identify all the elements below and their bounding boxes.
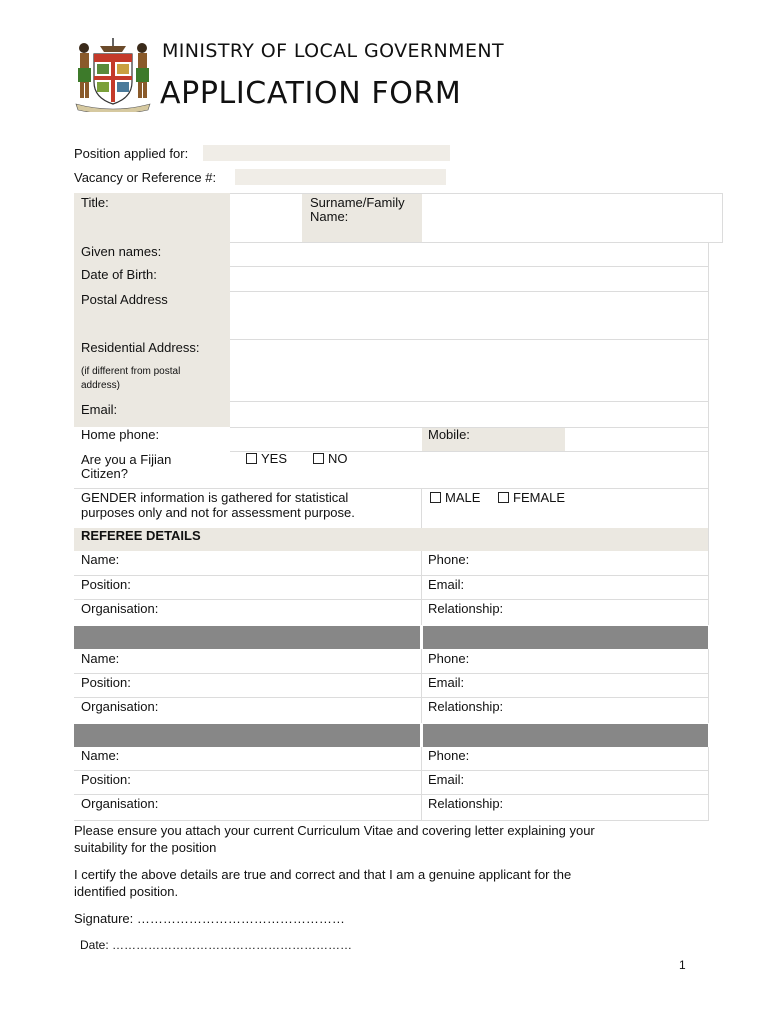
referee1-organisation-label: Organisation: xyxy=(81,601,159,616)
referee2-relationship-label: Relationship: xyxy=(428,699,504,714)
yes-label: YES xyxy=(261,451,288,466)
surname-label-line1: Surname/Family xyxy=(310,195,405,210)
mobile-field[interactable] xyxy=(566,428,707,450)
attach-note-line1: Please ensure you attach your current Curriculum Vitae and covering letter explaining your xyxy=(74,823,595,838)
given-names-field[interactable] xyxy=(231,243,707,265)
referee1-name-label: Name: xyxy=(81,552,120,567)
position-applied-label: Position applied for: xyxy=(74,146,189,161)
yes-checkbox[interactable] xyxy=(246,453,257,464)
postal-address-label: Postal Address xyxy=(81,292,168,307)
gender-info-line2: purposes only and not for assessment purpose. xyxy=(81,505,355,520)
referee-separator-bar xyxy=(423,724,708,747)
referee2-email-label: Email: xyxy=(428,675,465,690)
date-line[interactable]: Date: …………………………………………………… xyxy=(80,938,353,952)
title-field[interactable] xyxy=(231,194,301,241)
referee2-name-label: Name: xyxy=(81,651,120,666)
referee3-position-label: Position: xyxy=(81,772,131,787)
fijian-citizen-label-line1: Are you a Fijian xyxy=(81,452,172,467)
female-label: FEMALE xyxy=(513,490,566,505)
residential-address-field[interactable] xyxy=(231,340,707,400)
vacancy-reference-field[interactable] xyxy=(235,169,446,185)
referee2-organisation-label: Organisation: xyxy=(81,699,159,714)
postal-address-field[interactable] xyxy=(231,292,707,338)
no-checkbox[interactable] xyxy=(313,453,324,464)
dob-label: Date of Birth: xyxy=(81,267,157,282)
email-field[interactable] xyxy=(231,402,707,426)
position-applied-field[interactable] xyxy=(203,145,450,161)
given-names-label: Given names: xyxy=(81,244,162,259)
attach-note-line2: suitability for the position xyxy=(74,840,217,855)
surname-label-line2: Name: xyxy=(310,209,349,224)
surname-field[interactable] xyxy=(423,194,721,241)
female-checkbox[interactable] xyxy=(498,492,509,503)
no-label: NO xyxy=(328,451,348,466)
residential-address-label: Residential Address: xyxy=(81,340,200,355)
coat-of-arms-logo xyxy=(72,38,154,112)
referee3-name-label: Name: xyxy=(81,748,120,763)
page-title: APPLICATION FORM xyxy=(160,76,462,111)
page-number: 1 xyxy=(679,958,686,972)
male-checkbox[interactable] xyxy=(430,492,441,503)
male-label: MALE xyxy=(445,490,481,505)
mobile-label: Mobile: xyxy=(428,427,470,442)
residential-note-line1: (if different from postal xyxy=(81,366,181,377)
vacancy-reference-label: Vacancy or Reference #: xyxy=(74,170,217,185)
certify-line1: I certify the above details are true and correct and that I am a genuine applicant for the xyxy=(74,867,572,882)
referee-details-heading: REFEREE DETAILS xyxy=(81,528,201,543)
signature-line[interactable]: Signature: ………………………………………… xyxy=(74,911,345,926)
fijian-citizen-label-line2: Citizen? xyxy=(81,466,128,481)
title-label: Title: xyxy=(81,195,109,210)
home-phone-field[interactable] xyxy=(231,428,421,450)
residential-note-line2: address) xyxy=(81,380,120,391)
gender-info-line1: GENDER information is gathered for statistical xyxy=(81,490,349,505)
referee2-phone-label: Phone: xyxy=(428,651,470,666)
gender-male-option[interactable] xyxy=(430,490,480,505)
certify-line2: identified position. xyxy=(74,884,179,899)
citizen-no-option[interactable] xyxy=(313,451,348,466)
dob-field[interactable] xyxy=(231,267,707,290)
referee1-email-label: Email: xyxy=(428,577,465,592)
referee3-email-label: Email: xyxy=(428,772,465,787)
ministry-heading: MINISTRY OF LOCAL GOVERNMENT xyxy=(162,40,504,62)
referee3-relationship-label: Relationship: xyxy=(428,796,504,811)
citizen-yes-option[interactable] xyxy=(246,451,287,466)
referee3-organisation-label: Organisation: xyxy=(81,796,159,811)
referee3-phone-label: Phone: xyxy=(428,748,470,763)
referee2-position-label: Position: xyxy=(81,675,131,690)
referee-separator-bar xyxy=(74,626,420,649)
email-label: Email: xyxy=(81,402,118,417)
referee1-position-label: Position: xyxy=(81,577,131,592)
home-phone-label: Home phone: xyxy=(81,427,160,442)
referee-separator-bar xyxy=(423,626,708,649)
referee-separator-bar xyxy=(74,724,420,747)
referee1-relationship-label: Relationship: xyxy=(428,601,504,616)
referee1-phone-label: Phone: xyxy=(428,552,470,567)
gender-female-option[interactable] xyxy=(498,490,565,505)
